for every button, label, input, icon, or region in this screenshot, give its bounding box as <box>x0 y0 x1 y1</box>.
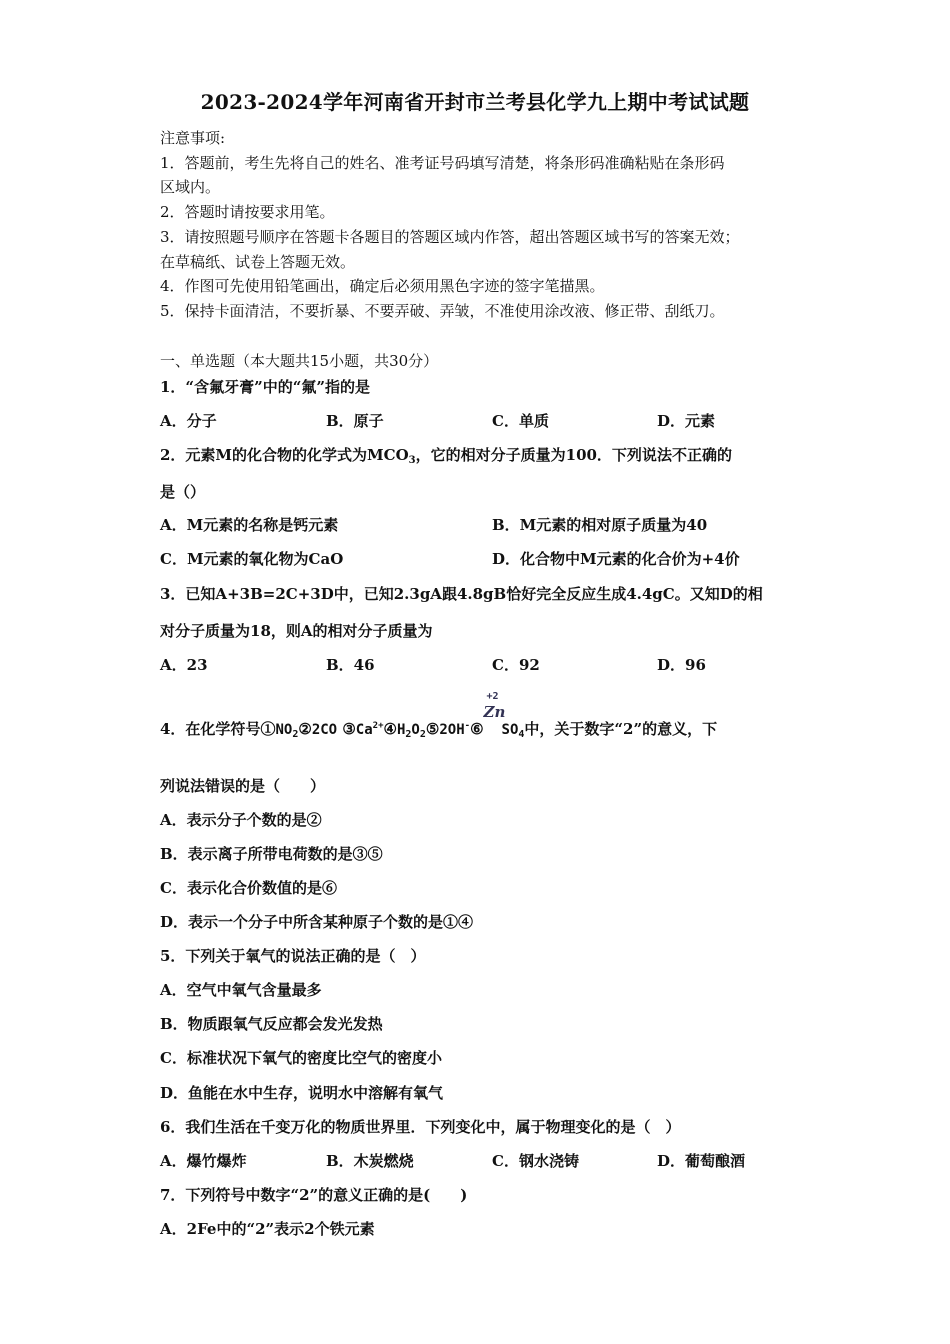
circled-6: ⑥ <box>470 720 484 738</box>
q5-option-b: B．物质跟氧气反应都会发光发热 <box>160 1015 383 1033</box>
h-sub: 2 <box>405 729 412 740</box>
question-1-stem: 1．“含氟牙膏”中的“氟”指的是 <box>160 378 370 396</box>
ca-sup: 2+ <box>372 721 384 731</box>
question-3-stem-line2: 对分子质量为18，则A的相对分子质量为 <box>160 622 433 640</box>
circled-2: ② <box>298 720 312 738</box>
circled-1: ① <box>260 720 276 738</box>
question-2-stem-line2: 是（） <box>160 483 206 501</box>
q3-option-d: D．96 <box>657 656 706 674</box>
notice-line: 5．保持卡面清洁，不要折暴、不要弄破、弄皱，不准使用涂改液、修正带、刮纸刀。 <box>160 302 725 320</box>
circled-4: ④ <box>383 720 397 738</box>
no2-main: NO <box>275 722 293 738</box>
o-main: O <box>411 722 420 738</box>
notice-line: 1．答题前，考生先将自己的姓名、准考证号码填写清楚，将条形码准确粘贴在条形码 <box>160 154 725 172</box>
section-heading: 一、单选题（本大题共15小题，共30分） <box>160 352 439 370</box>
q1-option-b: B．原子 <box>326 412 384 430</box>
no2-sub: 2 <box>292 729 299 740</box>
q2-option-c: C．M元素的氧化物为CaO <box>160 550 344 568</box>
q6-option-a: A．爆竹爆炸 <box>160 1152 247 1170</box>
question-5-stem: 5．下列关于氧气的说法正确的是（ ） <box>160 947 426 965</box>
q2-stem-post: ，它的相对分子质量为100．下列说法不正确的 <box>415 446 732 464</box>
q2-option-d: D．化合物中M元素的化合价为+4价 <box>492 550 740 568</box>
q1-option-d: D．元素 <box>657 412 716 430</box>
question-6-stem: 6．我们生活在千变万化的物质世界里．下列变化中，属于物理变化的是（ ） <box>160 1118 681 1136</box>
so-main: SO <box>501 722 519 738</box>
q4-suffix: 中，关于数字“2”的意义，下 <box>524 720 718 738</box>
notice-line: 3．请按照题号顺序在答题卡各题目的答题区域内作答，超出答题区域书写的答案无效； <box>160 228 740 246</box>
q6-option-c: C．钢水浇铸 <box>492 1152 579 1170</box>
q3-option-a: A．23 <box>160 656 208 674</box>
ca-main: Ca <box>355 722 373 738</box>
q1-option-a: A．分子 <box>160 412 217 430</box>
formula-2co: 2CO <box>311 722 338 738</box>
formula-ca <box>356 722 384 738</box>
formula-no2 <box>275 722 298 738</box>
q4-option-c: C．表示化合价数值的是⑥ <box>160 879 337 897</box>
formula-2oh <box>439 722 470 738</box>
q2-option-b: B．M元素的相对原子质量为40 <box>492 516 708 534</box>
so-sub: 4 <box>518 729 525 740</box>
q4-prefix: 4．在化学符号 <box>160 720 261 738</box>
circled-3: ③ <box>342 720 356 738</box>
o-sub: 2 <box>419 729 426 740</box>
question-4-stem <box>160 691 718 745</box>
page-title: 2023-2024学年河南省开封市兰考县化学九上期中考试试题 <box>200 90 750 114</box>
question-3-stem: 3．已知A+3B=2C+3D中，已知2.3gA跟4.8gB恰好完全反应生成4.4gC。又知D的相 <box>160 585 763 603</box>
oh-sup: - <box>464 721 471 731</box>
formula-so4 <box>502 722 525 738</box>
q1-option-c: C．单质 <box>492 412 549 430</box>
q6-option-b: B．木炭燃烧 <box>326 1152 414 1170</box>
q4-option-d: D．表示一个分子中所含某种原子个数的是①④ <box>160 913 474 931</box>
notice-line: 在草稿纸、试卷上答题无效。 <box>160 253 356 271</box>
notice-line: 4．作图可先使用铅笔画出，确定后必须用黑色字迹的签字笔描黑。 <box>160 277 605 295</box>
q3-option-b: B．46 <box>326 656 375 674</box>
formula-zn <box>483 691 506 734</box>
q5-option-c: C．标准状况下氧气的密度比空气的密度小 <box>160 1049 442 1067</box>
zn-valence: +2 <box>486 691 499 702</box>
zn-symbol: Zn <box>483 703 506 721</box>
q2-stem-pre: 2．元素M的化合物的化学式为MCO <box>160 446 409 464</box>
q2-stem-sub: 3 <box>408 455 416 466</box>
h-main: H <box>396 722 406 738</box>
notice-line: 区域内。 <box>160 178 221 196</box>
formula-h2o2 <box>397 722 426 738</box>
notice-line: 2．答题时请按要求用笔。 <box>160 203 335 221</box>
q2-option-a: A．M元素的名称是钙元素 <box>160 516 339 534</box>
q6-option-d: D．葡萄酿酒 <box>657 1152 746 1170</box>
q5-option-a: A．空气中氧气含量最多 <box>160 981 322 999</box>
q4-option-a: A．表示分子个数的是② <box>160 811 322 829</box>
oh-main: 2OH <box>439 722 465 738</box>
q3-option-c: C．92 <box>492 656 540 674</box>
q4-option-b: B．表示离子所带电荷数的是③⑤ <box>160 845 383 863</box>
q7-option-a: A．2Fe中的“2”表示2个铁元素 <box>160 1220 375 1238</box>
circled-5: ⑤ <box>425 720 440 738</box>
q5-option-d: D．鱼能在水中生存，说明水中溶解有氧气 <box>160 1084 444 1102</box>
notice-heading: 注意事项: <box>160 129 226 147</box>
question-2-stem <box>160 445 732 471</box>
question-4-stem-line2: 列说法错误的是（ ） <box>160 777 326 795</box>
question-7-stem: 7．下列符号中数字“2”的意义正确的是( ) <box>160 1186 468 1204</box>
